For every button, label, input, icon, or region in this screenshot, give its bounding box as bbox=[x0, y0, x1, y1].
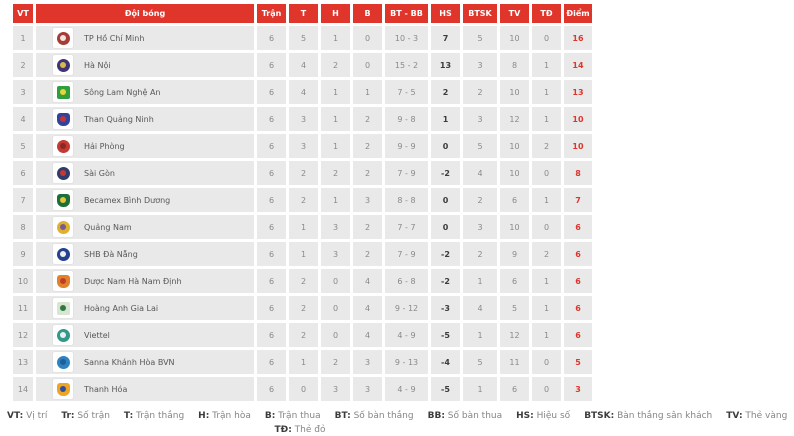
table-row bbox=[13, 188, 592, 212]
table-row bbox=[13, 134, 592, 158]
legend-item-Tr: Tr: Số trận bbox=[61, 411, 110, 421]
yellow-cards-cell: 10 bbox=[500, 26, 529, 50]
red-cards-cell: 1 bbox=[532, 296, 561, 320]
red-cards-cell: 0 bbox=[532, 215, 561, 239]
losses-cell: 4 bbox=[353, 323, 382, 347]
yellow-cards-cell: 12 bbox=[500, 107, 529, 131]
matches-cell: 6 bbox=[257, 134, 286, 158]
matches-cell: 6 bbox=[257, 350, 286, 374]
red-cards-cell: 1 bbox=[532, 188, 561, 212]
position-cell: 14 bbox=[13, 377, 33, 401]
draws-cell: 1 bbox=[321, 134, 350, 158]
points-cell: 10 bbox=[564, 107, 592, 131]
goals-cell: 9 - 13 bbox=[385, 350, 428, 374]
away-goals-cell: 3 bbox=[463, 215, 497, 239]
matches-cell: 6 bbox=[257, 323, 286, 347]
team-cell[interactable] bbox=[36, 215, 254, 239]
team-crest-icon bbox=[52, 243, 74, 265]
legend-item-BTSK: BTSK: Bàn thắng sân khách bbox=[584, 411, 713, 421]
yellow-cards-cell: 6 bbox=[500, 269, 529, 293]
team-cell[interactable] bbox=[36, 350, 254, 374]
team-cell[interactable] bbox=[36, 269, 254, 293]
team-cell[interactable] bbox=[36, 323, 254, 347]
away-goals-cell: 2 bbox=[463, 188, 497, 212]
team-name: Thanh Hóa bbox=[84, 384, 128, 394]
team-crest-icon bbox=[52, 135, 74, 157]
team-name: Than Quảng Ninh bbox=[84, 114, 154, 124]
team-cell[interactable] bbox=[36, 296, 254, 320]
column-header-5: B bbox=[353, 4, 382, 23]
red-cards-cell: 2 bbox=[532, 134, 561, 158]
team-crest-icon bbox=[52, 270, 74, 292]
table-row bbox=[13, 215, 592, 239]
goal-diff-cell: 2 bbox=[431, 80, 460, 104]
wins-cell: 2 bbox=[289, 161, 318, 185]
goals-cell: 7 - 7 bbox=[385, 215, 428, 239]
position-cell: 12 bbox=[13, 323, 33, 347]
away-goals-cell: 1 bbox=[463, 269, 497, 293]
column-header-9: TV bbox=[500, 4, 529, 23]
yellow-cards-cell: 10 bbox=[500, 134, 529, 158]
team-crest-icon bbox=[52, 324, 74, 346]
draws-cell: 2 bbox=[321, 350, 350, 374]
goal-diff-cell: 13 bbox=[431, 53, 460, 77]
team-cell[interactable] bbox=[36, 377, 254, 401]
goals-cell: 4 - 9 bbox=[385, 323, 428, 347]
matches-cell: 6 bbox=[257, 26, 286, 50]
legend-item-TĐ: TĐ: Thẻ đỏ bbox=[274, 425, 326, 435]
team-cell[interactable] bbox=[36, 161, 254, 185]
column-header-3: T bbox=[289, 4, 318, 23]
position-cell: 1 bbox=[13, 26, 33, 50]
team-name: Sài Gòn bbox=[84, 168, 115, 178]
team-crest-icon bbox=[52, 378, 74, 400]
table-row bbox=[13, 161, 592, 185]
team-crest-icon bbox=[52, 54, 74, 76]
position-cell: 2 bbox=[13, 53, 33, 77]
legend-item-TV: TV: Thẻ vàng bbox=[726, 411, 788, 421]
table-row bbox=[13, 26, 592, 50]
away-goals-cell: 5 bbox=[463, 134, 497, 158]
losses-cell: 3 bbox=[353, 350, 382, 374]
goal-diff-cell: 7 bbox=[431, 26, 460, 50]
team-cell[interactable] bbox=[36, 26, 254, 50]
team-name: Becamex Bình Dương bbox=[84, 195, 171, 205]
points-cell: 6 bbox=[564, 296, 592, 320]
yellow-cards-cell: 5 bbox=[500, 296, 529, 320]
goals-cell: 7 - 9 bbox=[385, 161, 428, 185]
team-cell[interactable] bbox=[36, 134, 254, 158]
column-header-4: H bbox=[321, 4, 350, 23]
draws-cell: 3 bbox=[321, 377, 350, 401]
red-cards-cell: 0 bbox=[532, 161, 561, 185]
losses-cell: 0 bbox=[353, 53, 382, 77]
team-crest-icon bbox=[52, 108, 74, 130]
yellow-cards-cell: 6 bbox=[500, 188, 529, 212]
goals-cell: 10 - 3 bbox=[385, 26, 428, 50]
draws-cell: 2 bbox=[321, 161, 350, 185]
losses-cell: 2 bbox=[353, 215, 382, 239]
yellow-cards-cell: 10 bbox=[500, 215, 529, 239]
red-cards-cell: 0 bbox=[532, 377, 561, 401]
yellow-cards-cell: 6 bbox=[500, 377, 529, 401]
matches-cell: 6 bbox=[257, 296, 286, 320]
goals-cell: 9 - 12 bbox=[385, 296, 428, 320]
away-goals-cell: 2 bbox=[463, 242, 497, 266]
legend-item-B: B: Trận thua bbox=[264, 411, 321, 421]
goals-cell: 7 - 5 bbox=[385, 80, 428, 104]
goal-diff-cell: 0 bbox=[431, 215, 460, 239]
team-name: TP Hồ Chí Minh bbox=[84, 33, 145, 43]
away-goals-cell: 4 bbox=[463, 161, 497, 185]
standings-section bbox=[10, 1, 600, 404]
draws-cell: 0 bbox=[321, 296, 350, 320]
team-crest-icon bbox=[52, 216, 74, 238]
wins-cell: 3 bbox=[289, 134, 318, 158]
red-cards-cell: 0 bbox=[532, 350, 561, 374]
points-cell: 6 bbox=[564, 242, 592, 266]
goals-cell: 9 - 9 bbox=[385, 134, 428, 158]
points-cell: 6 bbox=[564, 323, 592, 347]
goals-cell: 7 - 9 bbox=[385, 242, 428, 266]
points-cell: 7 bbox=[564, 188, 592, 212]
team-cell[interactable] bbox=[36, 53, 254, 77]
losses-cell: 1 bbox=[353, 80, 382, 104]
team-crest-icon bbox=[52, 27, 74, 49]
table-row bbox=[13, 323, 592, 347]
legend-line-2 bbox=[0, 424, 600, 436]
matches-cell: 6 bbox=[257, 107, 286, 131]
legend-item-BB: BB: Số bàn thua bbox=[427, 411, 503, 421]
yellow-cards-cell: 10 bbox=[500, 161, 529, 185]
goals-cell: 4 - 9 bbox=[385, 377, 428, 401]
red-cards-cell: 0 bbox=[532, 26, 561, 50]
losses-cell: 2 bbox=[353, 134, 382, 158]
legend-item-VT: VT: Vị trí bbox=[7, 411, 48, 421]
away-goals-cell: 2 bbox=[463, 80, 497, 104]
goal-diff-cell: 1 bbox=[431, 107, 460, 131]
standings-table bbox=[10, 1, 595, 404]
goal-diff-cell: 0 bbox=[431, 188, 460, 212]
losses-cell: 0 bbox=[353, 26, 382, 50]
legend-item-BT: BT: Số bàn thắng bbox=[334, 411, 414, 421]
team-name: Sông Lam Nghệ An bbox=[84, 87, 161, 97]
points-cell: 6 bbox=[564, 215, 592, 239]
column-header-2: Trận bbox=[257, 4, 286, 23]
wins-cell: 2 bbox=[289, 323, 318, 347]
red-cards-cell: 1 bbox=[532, 323, 561, 347]
table-row bbox=[13, 242, 592, 266]
legend-item-H: H: Trận hòa bbox=[198, 411, 251, 421]
away-goals-cell: 3 bbox=[463, 53, 497, 77]
wins-cell: 4 bbox=[289, 53, 318, 77]
team-crest-icon bbox=[52, 351, 74, 373]
points-cell: 8 bbox=[564, 161, 592, 185]
goal-diff-cell: -2 bbox=[431, 269, 460, 293]
team-crest-icon bbox=[52, 162, 74, 184]
red-cards-cell: 1 bbox=[532, 269, 561, 293]
wins-cell: 0 bbox=[289, 377, 318, 401]
losses-cell: 2 bbox=[353, 107, 382, 131]
team-name: Hoàng Anh Gia Lai bbox=[84, 303, 159, 313]
position-cell: 10 bbox=[13, 269, 33, 293]
losses-cell: 4 bbox=[353, 269, 382, 293]
column-header-10: TĐ bbox=[532, 4, 561, 23]
draws-cell: 1 bbox=[321, 80, 350, 104]
table-row bbox=[13, 296, 592, 320]
goals-cell: 6 - 8 bbox=[385, 269, 428, 293]
wins-cell: 2 bbox=[289, 269, 318, 293]
legend bbox=[0, 410, 788, 436]
away-goals-cell: 3 bbox=[463, 107, 497, 131]
position-cell: 5 bbox=[13, 134, 33, 158]
goal-diff-cell: -5 bbox=[431, 323, 460, 347]
team-name: SHB Đà Nẵng bbox=[84, 249, 138, 259]
position-cell: 7 bbox=[13, 188, 33, 212]
position-cell: 13 bbox=[13, 350, 33, 374]
away-goals-cell: 1 bbox=[463, 323, 497, 347]
red-cards-cell: 1 bbox=[532, 53, 561, 77]
team-name: Quảng Nam bbox=[84, 222, 132, 232]
goal-diff-cell: -4 bbox=[431, 350, 460, 374]
team-name: Viettel bbox=[84, 330, 110, 340]
team-cell[interactable] bbox=[36, 188, 254, 212]
points-cell: 16 bbox=[564, 26, 592, 50]
losses-cell: 3 bbox=[353, 188, 382, 212]
table-row bbox=[13, 107, 592, 131]
points-cell: 5 bbox=[564, 350, 592, 374]
yellow-cards-cell: 10 bbox=[500, 80, 529, 104]
legend-line-1 bbox=[0, 410, 788, 422]
team-name: Dược Nam Hà Nam Định bbox=[84, 276, 182, 286]
matches-cell: 6 bbox=[257, 242, 286, 266]
draws-cell: 3 bbox=[321, 215, 350, 239]
matches-cell: 6 bbox=[257, 188, 286, 212]
goal-diff-cell: 0 bbox=[431, 134, 460, 158]
column-header-0: VT bbox=[13, 4, 33, 23]
team-crest-icon bbox=[52, 189, 74, 211]
column-header-1: Đội bóng bbox=[36, 4, 254, 23]
goal-diff-cell: -3 bbox=[431, 296, 460, 320]
table-row bbox=[13, 350, 592, 374]
goals-cell: 9 - 8 bbox=[385, 107, 428, 131]
column-header-11: Điểm bbox=[564, 4, 592, 23]
column-header-8: BTSK bbox=[463, 4, 497, 23]
matches-cell: 6 bbox=[257, 215, 286, 239]
matches-cell: 6 bbox=[257, 53, 286, 77]
position-cell: 11 bbox=[13, 296, 33, 320]
team-crest-icon bbox=[52, 297, 74, 319]
matches-cell: 6 bbox=[257, 80, 286, 104]
red-cards-cell: 2 bbox=[532, 242, 561, 266]
points-cell: 6 bbox=[564, 269, 592, 293]
draws-cell: 1 bbox=[321, 26, 350, 50]
team-cell[interactable] bbox=[36, 242, 254, 266]
goal-diff-cell: -5 bbox=[431, 377, 460, 401]
team-cell[interactable] bbox=[36, 80, 254, 104]
yellow-cards-cell: 11 bbox=[500, 350, 529, 374]
draws-cell: 0 bbox=[321, 323, 350, 347]
wins-cell: 2 bbox=[289, 296, 318, 320]
column-header-6: BT - BB bbox=[385, 4, 428, 23]
position-cell: 9 bbox=[13, 242, 33, 266]
away-goals-cell: 5 bbox=[463, 26, 497, 50]
yellow-cards-cell: 12 bbox=[500, 323, 529, 347]
losses-cell: 4 bbox=[353, 296, 382, 320]
points-cell: 14 bbox=[564, 53, 592, 77]
wins-cell: 4 bbox=[289, 80, 318, 104]
red-cards-cell: 1 bbox=[532, 80, 561, 104]
losses-cell: 2 bbox=[353, 242, 382, 266]
goals-cell: 15 - 2 bbox=[385, 53, 428, 77]
losses-cell: 3 bbox=[353, 377, 382, 401]
position-cell: 3 bbox=[13, 80, 33, 104]
table-row bbox=[13, 53, 592, 77]
team-name: Sanna Khánh Hòa BVN bbox=[84, 357, 175, 367]
wins-cell: 1 bbox=[289, 215, 318, 239]
table-row bbox=[13, 269, 592, 293]
matches-cell: 6 bbox=[257, 269, 286, 293]
team-name: Hải Phòng bbox=[84, 141, 125, 151]
draws-cell: 1 bbox=[321, 107, 350, 131]
team-crest-icon bbox=[52, 81, 74, 103]
position-cell: 8 bbox=[13, 215, 33, 239]
points-cell: 3 bbox=[564, 377, 592, 401]
wins-cell: 1 bbox=[289, 242, 318, 266]
matches-cell: 6 bbox=[257, 161, 286, 185]
wins-cell: 1 bbox=[289, 350, 318, 374]
wins-cell: 2 bbox=[289, 188, 318, 212]
legend-item-HS: HS: Hiệu số bbox=[516, 411, 571, 421]
team-name: Hà Nội bbox=[84, 60, 111, 70]
table-row bbox=[13, 80, 592, 104]
away-goals-cell: 5 bbox=[463, 350, 497, 374]
wins-cell: 5 bbox=[289, 26, 318, 50]
yellow-cards-cell: 8 bbox=[500, 53, 529, 77]
goal-diff-cell: -2 bbox=[431, 161, 460, 185]
away-goals-cell: 1 bbox=[463, 377, 497, 401]
draws-cell: 1 bbox=[321, 188, 350, 212]
column-header-7: HS bbox=[431, 4, 460, 23]
draws-cell: 3 bbox=[321, 242, 350, 266]
losses-cell: 2 bbox=[353, 161, 382, 185]
yellow-cards-cell: 9 bbox=[500, 242, 529, 266]
points-cell: 13 bbox=[564, 80, 592, 104]
position-cell: 4 bbox=[13, 107, 33, 131]
goals-cell: 8 - 8 bbox=[385, 188, 428, 212]
points-cell: 10 bbox=[564, 134, 592, 158]
wins-cell: 3 bbox=[289, 107, 318, 131]
team-cell[interactable] bbox=[36, 107, 254, 131]
goal-diff-cell: -2 bbox=[431, 242, 460, 266]
away-goals-cell: 4 bbox=[463, 296, 497, 320]
matches-cell: 6 bbox=[257, 377, 286, 401]
legend-item-T: T: Trận thắng bbox=[123, 411, 185, 421]
position-cell: 6 bbox=[13, 161, 33, 185]
red-cards-cell: 1 bbox=[532, 107, 561, 131]
table-row bbox=[13, 377, 592, 401]
draws-cell: 0 bbox=[321, 269, 350, 293]
draws-cell: 2 bbox=[321, 53, 350, 77]
table-header-row bbox=[13, 4, 592, 23]
